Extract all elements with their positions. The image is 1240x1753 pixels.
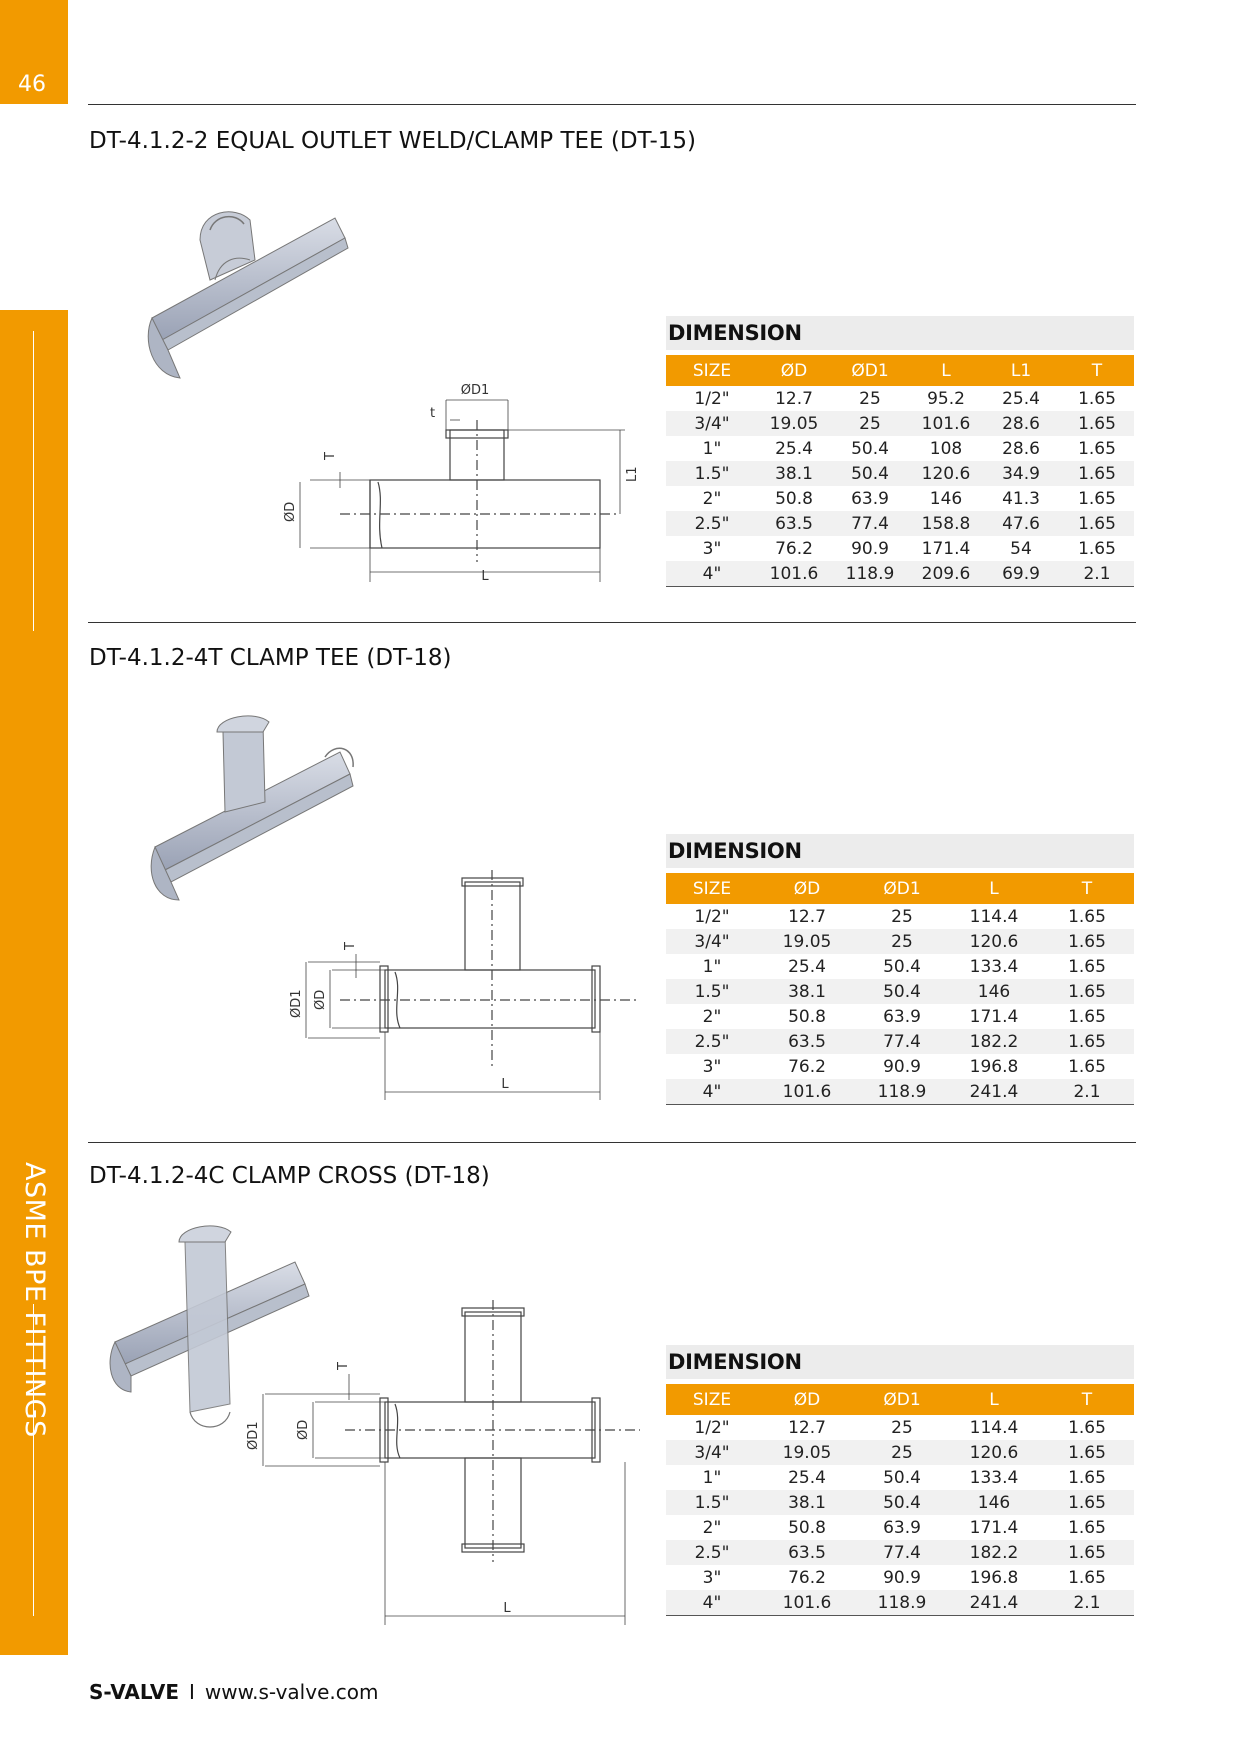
section-1-title: DT-4.1.2-2 EQUAL OUTLET WELD/CLAMP TEE (DT-15) xyxy=(89,128,697,154)
cell: 118.9 xyxy=(830,561,910,587)
col-od: ØD xyxy=(758,873,856,904)
dim-label-t-big: T xyxy=(336,1362,351,1370)
cell: 171.4 xyxy=(969,1006,1019,1027)
dimension-header-1 xyxy=(666,316,1134,350)
table-row xyxy=(666,1440,1134,1465)
cell: 25 xyxy=(859,388,881,409)
cell: 1.65 xyxy=(1060,461,1134,486)
dim-label-d: ØD xyxy=(283,501,298,522)
cell: 25 xyxy=(856,929,948,954)
cell: 12.7 xyxy=(788,1417,826,1438)
col-od1: ØD1 xyxy=(856,1384,948,1415)
cell: 38.1 xyxy=(758,1490,856,1515)
cell: 241.4 xyxy=(948,1590,1040,1616)
cell: 69.9 xyxy=(982,561,1060,587)
cell: 1/2" xyxy=(694,906,730,927)
col-t: T xyxy=(1060,355,1134,386)
cell: 1" xyxy=(702,438,722,459)
cell: 41.3 xyxy=(1002,488,1040,509)
table-row xyxy=(666,1029,1134,1054)
footer-brand: S-VALVE xyxy=(89,1680,179,1704)
cell: 12.7 xyxy=(775,388,813,409)
table-row xyxy=(666,1004,1134,1029)
sidebar xyxy=(0,310,68,1655)
table-header-row xyxy=(666,1384,1134,1415)
cell: 63.5 xyxy=(758,1029,856,1054)
table-row xyxy=(666,561,1134,587)
cell: 1.65 xyxy=(1078,388,1116,409)
cell: 50.8 xyxy=(788,1006,826,1027)
cell: 1.65 xyxy=(1040,929,1134,954)
table-row xyxy=(666,904,1134,929)
table-header-row xyxy=(666,355,1134,386)
dimension-table-3 xyxy=(666,1384,1134,1616)
footer-url[interactable]: www.s-valve.com xyxy=(204,1680,379,1704)
table-row xyxy=(666,979,1134,1004)
dim-label-l: L xyxy=(481,569,489,584)
dim-label-d: ØD xyxy=(296,1419,311,1440)
cell: 1.65 xyxy=(1040,1440,1134,1465)
section-3-title: DT-4.1.2-4C CLAMP CROSS (DT-18) xyxy=(89,1163,490,1189)
col-size: SIZE xyxy=(666,873,758,904)
cell: 38.1 xyxy=(758,461,830,486)
cell: 3" xyxy=(702,538,722,559)
cell: 25 xyxy=(856,1440,948,1465)
footer-separator: I xyxy=(188,1680,195,1704)
dim-label-l1: L1 xyxy=(625,466,640,482)
cell: 1.65 xyxy=(1040,1540,1134,1565)
table-row xyxy=(666,386,1134,411)
cell: 101.6 xyxy=(758,561,830,587)
cell: 171.4 xyxy=(921,538,971,559)
cell: 25 xyxy=(830,411,910,436)
table-row xyxy=(666,1415,1134,1440)
cell: 1.65 xyxy=(1078,488,1116,509)
col-l1: L1 xyxy=(982,355,1060,386)
table-row xyxy=(666,1590,1134,1616)
cell: 133.4 xyxy=(969,1467,1019,1488)
cell: 101.6 xyxy=(758,1079,856,1105)
cell: 108 xyxy=(929,438,963,459)
dimension-label-2: DIMENSION xyxy=(668,839,802,863)
cell: 1/2" xyxy=(694,1417,730,1438)
cell: 241.4 xyxy=(948,1079,1040,1105)
table-row xyxy=(666,486,1134,511)
cell: 1.65 xyxy=(1068,1517,1106,1538)
cell: 1.65 xyxy=(1068,956,1106,977)
col-od: ØD xyxy=(758,355,830,386)
cell: 3" xyxy=(702,1567,722,1588)
col-l: L xyxy=(948,873,1040,904)
cell: 1/2" xyxy=(694,388,730,409)
cell: 76.2 xyxy=(775,538,813,559)
cell: 50.4 xyxy=(856,1490,948,1515)
cell: 19.05 xyxy=(758,929,856,954)
dim-label-d: ØD xyxy=(313,989,328,1010)
cell: 4" xyxy=(666,561,758,587)
cell: 2" xyxy=(702,1006,722,1027)
cell: 34.9 xyxy=(982,461,1060,486)
cell: 114.4 xyxy=(969,1417,1019,1438)
cell: 1.65 xyxy=(1068,1006,1106,1027)
cell: 76.2 xyxy=(788,1567,826,1588)
cell: 25.4 xyxy=(775,438,813,459)
cell: 120.6 xyxy=(948,1440,1040,1465)
cell: 1.5" xyxy=(666,1490,758,1515)
cell: 1.65 xyxy=(1068,1056,1106,1077)
cell: 1" xyxy=(702,956,722,977)
table-row xyxy=(666,536,1134,561)
cell: 25.4 xyxy=(788,1467,826,1488)
dimension-header-2 xyxy=(666,834,1134,868)
cell: 63.9 xyxy=(883,1517,921,1538)
table-row xyxy=(666,954,1134,979)
dimension-label-1: DIMENSION xyxy=(668,321,802,345)
cell: 146 xyxy=(929,488,963,509)
table-row xyxy=(666,461,1134,486)
rule-section-2 xyxy=(88,622,1136,623)
cell: 2.5" xyxy=(666,1540,758,1565)
cell: 95.2 xyxy=(927,388,965,409)
cell: 3" xyxy=(702,1056,722,1077)
cell: 28.6 xyxy=(982,411,1060,436)
cell: 3/4" xyxy=(666,411,758,436)
cell: 101.6 xyxy=(758,1590,856,1616)
table-row xyxy=(666,1540,1134,1565)
cell: 38.1 xyxy=(758,979,856,1004)
cell: 1.5" xyxy=(666,979,758,1004)
table-row xyxy=(666,436,1134,461)
cell: 76.2 xyxy=(788,1056,826,1077)
clamp-cross-technical-drawing xyxy=(245,1300,645,1630)
table-row xyxy=(666,411,1134,436)
table-row xyxy=(666,1515,1134,1540)
cell: 25 xyxy=(891,1417,913,1438)
dimension-table-1 xyxy=(666,355,1134,587)
col-od1: ØD1 xyxy=(830,355,910,386)
cell: 4" xyxy=(666,1079,758,1105)
cell: 196.8 xyxy=(969,1056,1019,1077)
col-l: L xyxy=(910,355,982,386)
cell: 90.9 xyxy=(851,538,889,559)
sidebar-label: ASME BPE FITTINGS xyxy=(19,1162,50,1438)
page-number-tab xyxy=(0,0,68,104)
cell: 25 xyxy=(891,906,913,927)
cell: 101.6 xyxy=(910,411,982,436)
cell: 1.65 xyxy=(1078,538,1116,559)
cell: 50.8 xyxy=(788,1517,826,1538)
rule-section-3 xyxy=(88,1142,1136,1143)
cell: 50.4 xyxy=(830,461,910,486)
table-row xyxy=(666,1490,1134,1515)
rule-section-1 xyxy=(88,104,1136,105)
cell: 4" xyxy=(666,1590,758,1616)
tee-3d-illustration xyxy=(140,200,370,390)
cell: 3/4" xyxy=(666,1440,758,1465)
cell: 2.1 xyxy=(1040,1079,1134,1105)
cell: 50.4 xyxy=(851,438,889,459)
cell: 2.5" xyxy=(666,1029,758,1054)
dim-label-d1: ØD1 xyxy=(460,383,490,398)
col-t: T xyxy=(1040,1384,1134,1415)
col-od: ØD xyxy=(758,1384,856,1415)
cell: 120.6 xyxy=(948,929,1040,954)
cell: 1.65 xyxy=(1068,1467,1106,1488)
cell: 133.4 xyxy=(969,956,1019,977)
cell: 28.6 xyxy=(1002,438,1040,459)
cell: 1.65 xyxy=(1040,1029,1134,1054)
dim-label-t-small: t xyxy=(430,406,436,421)
dim-label-l: L xyxy=(501,1077,509,1092)
cell: 182.2 xyxy=(948,1029,1040,1054)
cell: 12.7 xyxy=(788,906,826,927)
cell: 50.4 xyxy=(883,956,921,977)
cell: 63.5 xyxy=(758,511,830,536)
cell: 158.8 xyxy=(910,511,982,536)
dim-label-l: L xyxy=(503,1601,511,1616)
cell: 209.6 xyxy=(910,561,982,587)
page-number: 46 xyxy=(18,72,46,97)
cell: 90.9 xyxy=(883,1567,921,1588)
dim-label-t-big: T xyxy=(323,452,338,460)
dimension-table-2 xyxy=(666,873,1134,1105)
col-l: L xyxy=(948,1384,1040,1415)
table-header-row xyxy=(666,873,1134,904)
cell: 1.65 xyxy=(1040,1490,1134,1515)
col-size: SIZE xyxy=(666,355,758,386)
cell: 1.65 xyxy=(1060,511,1134,536)
cell: 3/4" xyxy=(666,929,758,954)
cell: 1.65 xyxy=(1068,1417,1106,1438)
cell: 146 xyxy=(948,979,1040,1004)
table-row xyxy=(666,1054,1134,1079)
col-size: SIZE xyxy=(666,1384,758,1415)
section-2-title: DT-4.1.2-4T CLAMP TEE (DT-18) xyxy=(89,645,452,671)
cell: 1.65 xyxy=(1060,411,1134,436)
sidebar-line-top xyxy=(33,331,34,631)
cell: 2.1 xyxy=(1060,561,1134,587)
cell: 50.4 xyxy=(883,1467,921,1488)
col-t: T xyxy=(1040,873,1134,904)
cell: 1.5" xyxy=(666,461,758,486)
col-od1: ØD1 xyxy=(856,873,948,904)
dimension-label-3: DIMENSION xyxy=(668,1350,802,1374)
footer xyxy=(89,1680,378,1704)
dimension-header-3 xyxy=(666,1345,1134,1379)
cell: 77.4 xyxy=(830,511,910,536)
cell: 63.9 xyxy=(851,488,889,509)
cell: 1.65 xyxy=(1040,979,1134,1004)
cell: 50.4 xyxy=(856,979,948,1004)
table-row xyxy=(666,1079,1134,1105)
clamp-tee-technical-drawing xyxy=(280,870,650,1110)
tee-technical-drawing xyxy=(280,372,650,592)
table-row xyxy=(666,511,1134,536)
dim-label-t-big: T xyxy=(343,942,358,950)
cell: 47.6 xyxy=(982,511,1060,536)
table-row xyxy=(666,929,1134,954)
cell: 54 xyxy=(1010,538,1032,559)
cell: 146 xyxy=(948,1490,1040,1515)
cell: 1.65 xyxy=(1068,906,1106,927)
cell: 77.4 xyxy=(856,1540,948,1565)
cell: 120.6 xyxy=(910,461,982,486)
cell: 182.2 xyxy=(948,1540,1040,1565)
cell: 63.9 xyxy=(883,1006,921,1027)
cell: 19.05 xyxy=(758,1440,856,1465)
cell: 77.4 xyxy=(856,1029,948,1054)
table-row xyxy=(666,1565,1134,1590)
cell: 2" xyxy=(702,488,722,509)
cell: 118.9 xyxy=(856,1590,948,1616)
cell: 2.5" xyxy=(666,511,758,536)
cell: 25.4 xyxy=(1002,388,1040,409)
cell: 1.65 xyxy=(1078,438,1116,459)
dim-label-d1: ØD1 xyxy=(289,989,304,1018)
cell: 63.5 xyxy=(758,1540,856,1565)
cell: 1" xyxy=(702,1467,722,1488)
dim-label-d1: ØD1 xyxy=(246,1421,261,1450)
cell: 196.8 xyxy=(969,1567,1019,1588)
cell: 2.1 xyxy=(1040,1590,1134,1616)
cell: 19.05 xyxy=(758,411,830,436)
cell: 171.4 xyxy=(969,1517,1019,1538)
cell: 50.8 xyxy=(775,488,813,509)
cell: 118.9 xyxy=(856,1079,948,1105)
cell: 1.65 xyxy=(1068,1567,1106,1588)
table-row xyxy=(666,1465,1134,1490)
cell: 114.4 xyxy=(969,906,1019,927)
cell: 90.9 xyxy=(883,1056,921,1077)
cell: 2" xyxy=(702,1517,722,1538)
cell: 25.4 xyxy=(788,956,826,977)
